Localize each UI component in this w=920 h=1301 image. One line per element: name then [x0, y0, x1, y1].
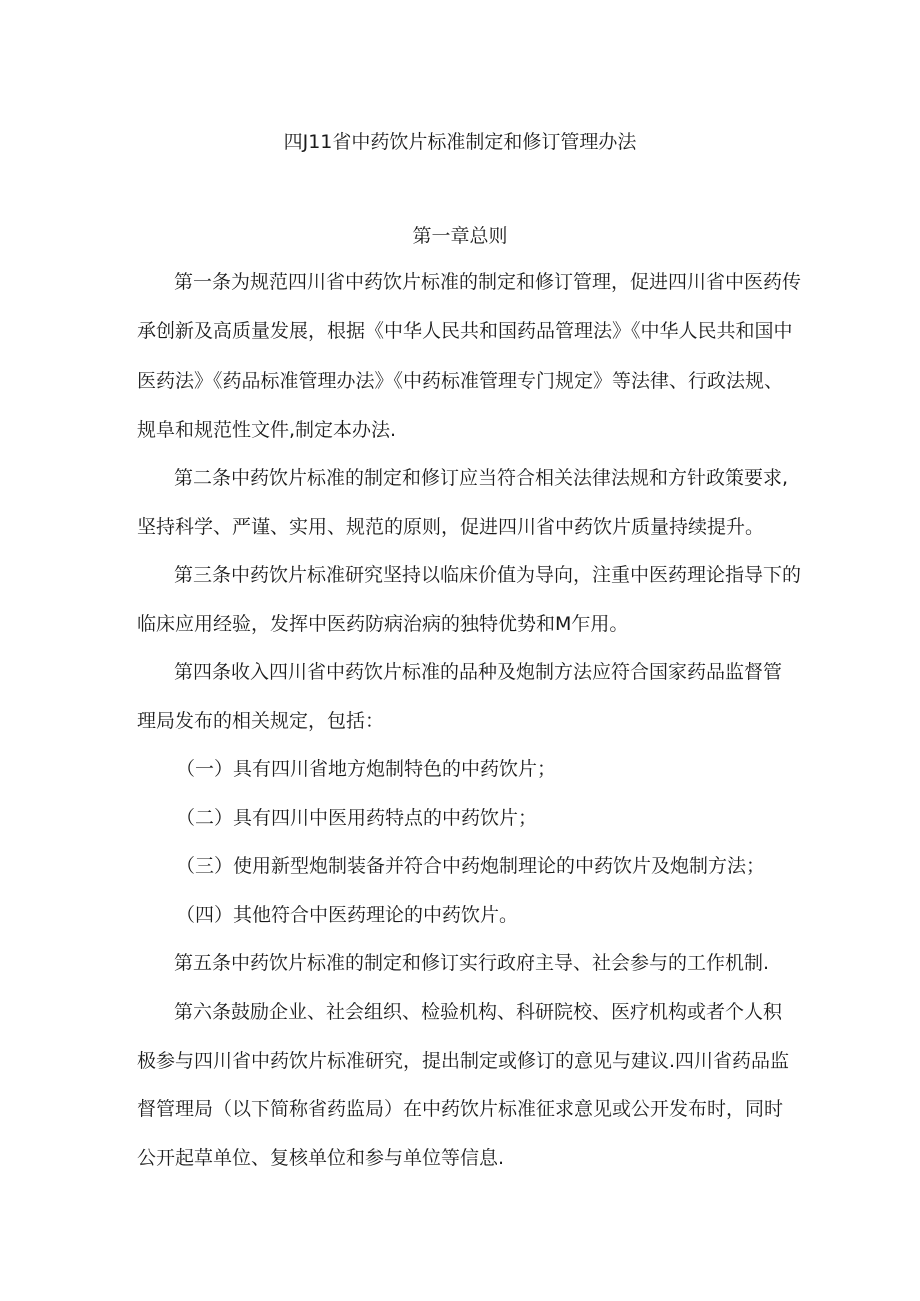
article-1-line-3: 医药法》《药品标准管理办法》《中药标准管理专门规定》等法律、行政法规、: [137, 370, 784, 392]
article-2-line-2: 坚持科学、严谨、实用、规范的原则，促进四川省中药饮片质量持续提升。: [137, 516, 765, 538]
article-4-line-1: 第四条收入四川省中药饮片标准的品种及炮制方法应符合国家药品监督管: [174, 661, 783, 683]
article-1-line-1: 第一条为规范四川省中药饮片标准的制定和修订管理，促进四川省中医药传: [174, 271, 802, 293]
article-5-line-1: 第五条中药饮片标准的制定和修订实行政府主导、社会参与的工作机制.: [174, 952, 770, 974]
article-4-item-4: （四）其他符合中医药理论的中药饮片。: [176, 904, 519, 926]
article-6-line-4: 公开起草单位、复核单位和参与单位等信息.: [137, 1147, 505, 1169]
article-6-line-1: 第六条鼓励企业、社会组织、检验机构、科研院校、医疗机构或者个人积: [174, 1001, 783, 1023]
article-3-line-2: 临床应用经验，发挥中医药防病治病的独特优势和M乍用。: [137, 613, 629, 635]
article-4-item-2: （二）具有四川中医用药特点的中药饮片；: [176, 807, 538, 829]
article-6-line-3: 督管理局（以下简称省药监局）在中药饮片标准征求意见或公开发布时，同时: [137, 1098, 784, 1120]
article-1-line-2: 承创新及高质量发展，根据《中华人民共和国药品管理法》《中华人民共和国中: [137, 320, 793, 342]
document-title: 四J11省中药饮片标准制定和修订管理办法: [283, 131, 637, 153]
article-4-item-3: （三）使用新型炮制装备并符合中药炮制理论的中药饮片及炮制方法；: [176, 855, 766, 877]
chapter-title: 第一章总则: [412, 225, 508, 247]
article-4-line-2: 理局发布的相关规定，包括：: [137, 710, 385, 732]
article-2-line-1: 第二条中药饮片标准的制定和修订应当符合相关法律法规和方针政策要求,: [174, 467, 789, 489]
article-4-item-1: （一）具有四川省地方炮制特色的中药饮片；: [176, 758, 557, 780]
article-1-line-4: 规阜和规范性文件,制定本办法.: [137, 419, 397, 441]
article-6-line-2: 极参与四川省中药饮片标准研究，提出制定或修订的意见与建议.四川省药品监: [137, 1050, 790, 1072]
article-3-line-1: 第三条中药饮片标准研究坚持以临床价值为导向，注重中医药理论指导下的: [174, 564, 802, 586]
